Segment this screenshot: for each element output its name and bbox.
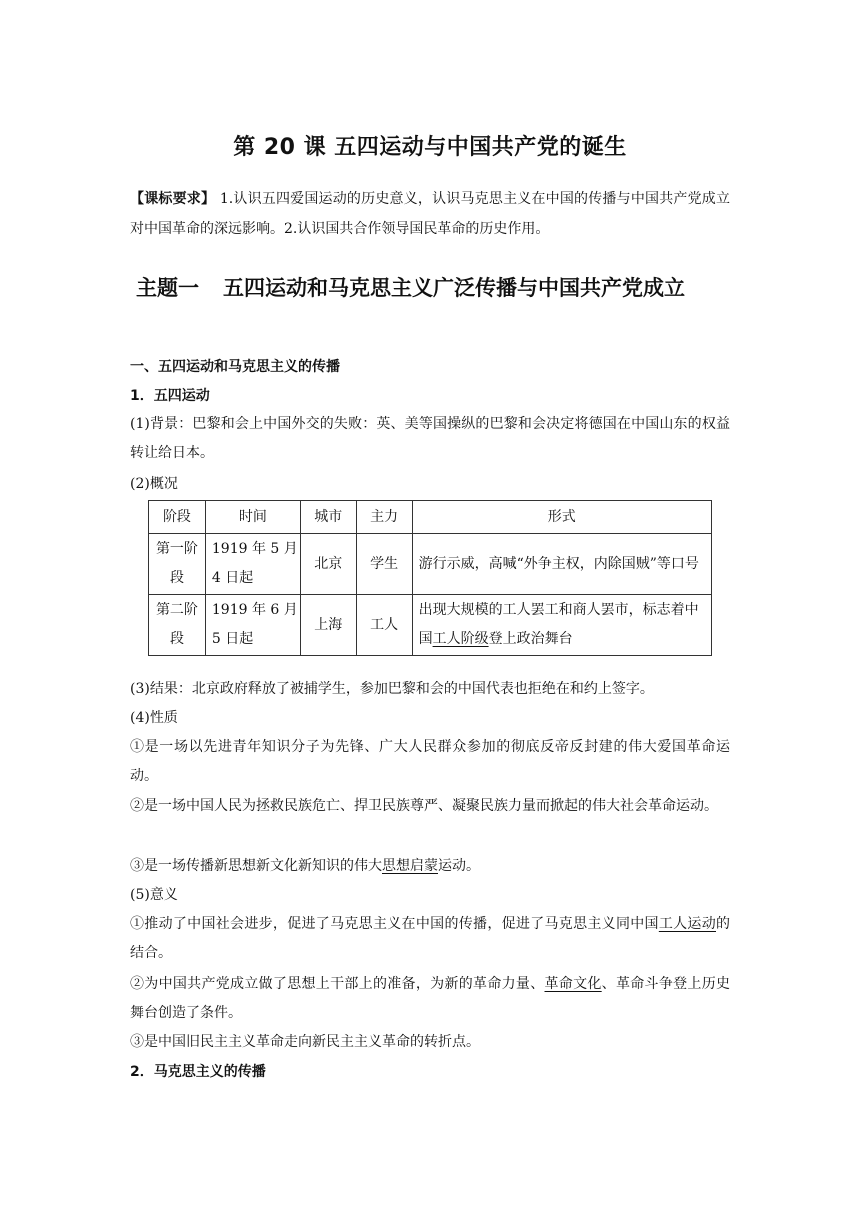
table-row (149, 595, 712, 656)
significance-point-3: ③是中国旧民主主义革命走向新民主主义革命的转折点。 (130, 1034, 480, 1050)
overview-heading: (2)概况 (130, 476, 178, 492)
nature-point-3-text: ③是一场传播新思想新文化新知识的伟大 (130, 858, 382, 874)
significance-point-1-text: ①推动了中国社会进步，促进了马克思主义在中国的传播，促进了马克思主义同中国 (130, 916, 659, 932)
nature-point-3-underlined: 思想启蒙 (382, 858, 438, 874)
cell-city: 北京 (300, 534, 356, 595)
lesson-title: 第 20 课 五四运动与中国共产党的诞生 (233, 135, 627, 160)
cell-city: 上海 (300, 595, 356, 656)
cell-form (412, 595, 711, 656)
cell-stage: 第二阶段 (149, 595, 206, 656)
header-city: 城市 (300, 501, 356, 534)
header-form: 形式 (412, 501, 711, 534)
table-header-row (149, 501, 712, 534)
subsection-heading-may-fourth: 1．五四运动 (130, 388, 210, 404)
background-paragraph: (1)背景：巴黎和会上中国外交的失败：英、美等国操纵的巴黎和会决定将德国在中国山东的权益转让给日本。 (130, 416, 730, 461)
header-stage: 阶段 (149, 501, 206, 534)
form-text: 出现大规模的工人罢工和商人罢市，标志着中国 (418, 602, 699, 647)
curriculum-text: 1.认识五四爱国运动的历史意义，认识马克思主义在中国的传播与中国共产党成立对中国革命的深远影响。2.认识国共合作领导国民革命的历史作用。 (130, 191, 730, 237)
cell-force: 学生 (356, 534, 412, 595)
significance-point-1-end: 的结合。 (130, 916, 730, 961)
cell-time: 1919 年 5 月 4 日起 (205, 534, 300, 595)
topic-number: 主题一 (136, 276, 199, 300)
significance-point-1 (130, 910, 730, 968)
curriculum-tag: 【课标要求】 (130, 191, 216, 207)
cell-time: 1919 年 6 月 5 日起 (205, 595, 300, 656)
cell-stage: 第一阶段 (149, 534, 206, 595)
significance-point-2-end: 、革命斗争登上历史舞台创造了条件。 (130, 976, 731, 1021)
nature-point-3 (130, 852, 730, 881)
significance-point-2-text: ②为中国共产党成立做了思想上干部上的准备，为新的革命力量、 (130, 976, 545, 992)
nature-point-3-end: 运动。 (438, 858, 480, 874)
significance-point-1-underlined: 工人运动 (658, 916, 716, 932)
nature-point-1: ①是一场以先进青年知识分子为先锋、广大人民群众参加的彻底反帝反封建的伟大爱国革命运动。 (130, 739, 730, 784)
header-time: 时间 (205, 501, 300, 534)
subsection-heading-marxism: 2．马克思主义的传播 (130, 1064, 266, 1080)
nature-point-2: ②是一场中国人民为拯救民族危亡、捍卫民族尊严、凝聚民族力量而掀起的伟大社会革命运动。 (130, 798, 718, 814)
form-underlined: 工人阶级 (432, 631, 489, 647)
section-heading-1: 一、五四运动和马克思主义的传播 (130, 359, 340, 375)
cell-form (412, 534, 711, 595)
table-row (149, 534, 712, 595)
form-text-end: 登上政治舞台 (488, 631, 573, 647)
result-paragraph: (3)结果：北京政府释放了被捕学生，参加巴黎和会的中国代表也拒绝在和约上签字。 (130, 681, 654, 697)
header-force: 主力 (356, 501, 412, 534)
topic-heading (136, 272, 685, 302)
nature-heading: (4)性质 (130, 710, 178, 726)
overview-table (148, 500, 712, 656)
significance-point-2 (130, 970, 730, 1028)
topic-title: 五四运动和马克思主义广泛传播与中国共产党成立 (223, 276, 685, 300)
form-text: 游行示威，高喊“外争主权，内除国贼”等口号 (418, 555, 699, 572)
significance-heading: (5)意义 (130, 887, 178, 903)
cell-force: 工人 (356, 595, 412, 656)
significance-point-2-underlined: 革命文化 (544, 976, 602, 992)
curriculum-requirements (130, 184, 730, 244)
